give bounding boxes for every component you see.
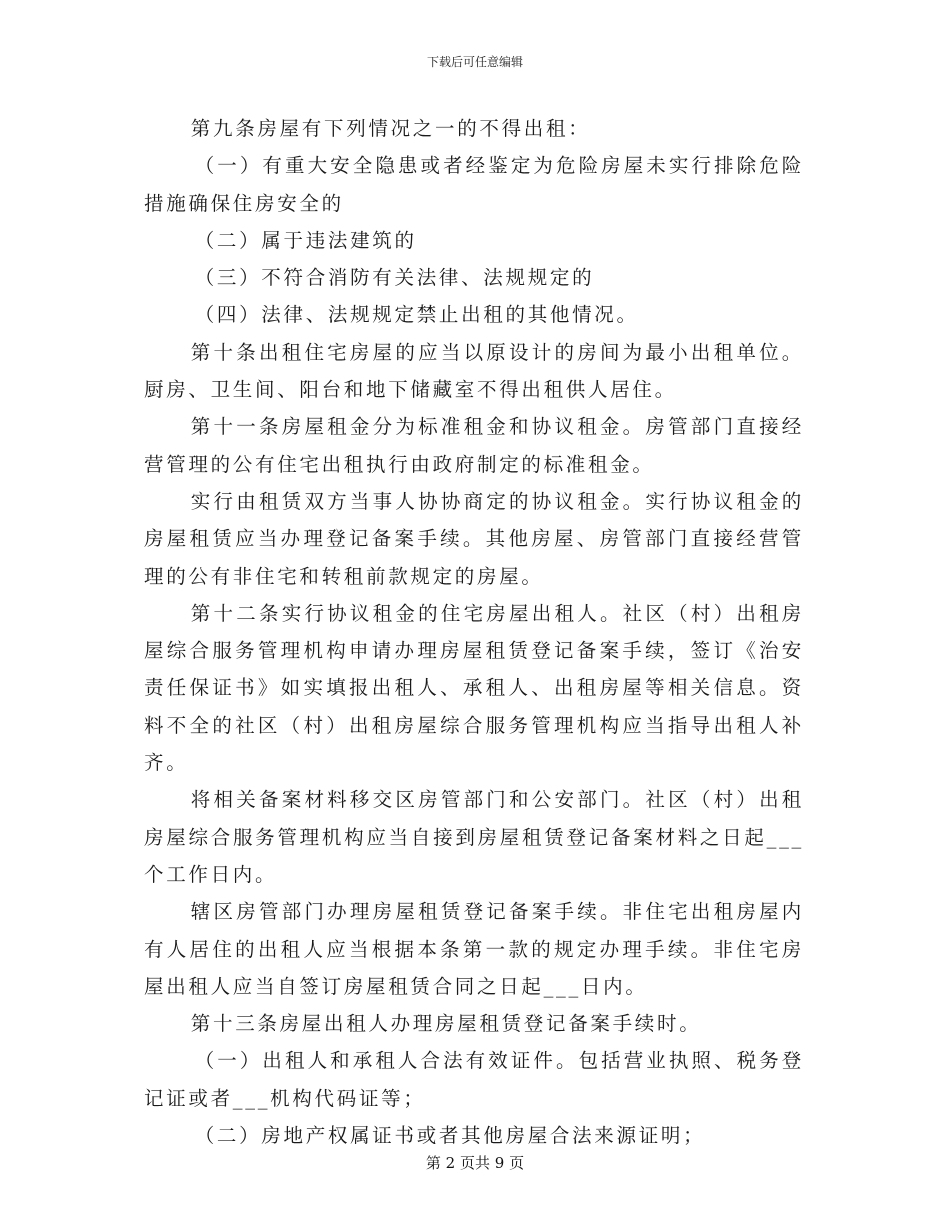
paragraph-article-13: 第十三条房屋出租人办理房屋租赁登记备案手续时。 xyxy=(190,1012,702,1036)
paragraph-item-2: （二）属于违法建筑的 xyxy=(194,228,417,252)
paragraph-article-9: 第九条房屋有下列情况之一的不得出租： xyxy=(190,117,591,140)
paragraph-item-3: （三）不符合消防有关法律、法规规定的 xyxy=(194,266,595,290)
paragraph-agreement-rent: 实行由租赁双方当事人协协商定的协议租金。实行协议租金的房屋租赁应当办理登记备案手续。其他房屋、房管部门直接经营管理的公有非住宅和转租前款规定的房屋。 xyxy=(144,489,804,588)
page-number: 第 2 页共 9 页 xyxy=(425,1154,525,1172)
paragraph-article-12: 第十二条实行协议租金的住宅房屋出租人。社区（村）出租房屋综合服务管理机构申请办理房屋租赁登记备案手续，签订《治安责任保证书》如实填报出租人、承租人、出租房屋等相关信息。资料不全的社区（村）出租房屋综合服务管理机构应当指导出租人补齐。 xyxy=(144,601,804,775)
paragraph-item-4: （四）法律、法规规定禁止出租的其他情况。 xyxy=(194,303,639,327)
paragraph-article-10: 第十条出租住宅房屋的应当以原设计的房间为最小出租单位。厨房、卫生间、阳台和地下储藏室不得出租供人居住。 xyxy=(144,340,804,402)
document-body xyxy=(144,110,804,1154)
paragraph-item-1: （一）有重大安全隐患或者经鉴定为危险房屋未实行排除危险措施确保住房安全的 xyxy=(144,154,804,215)
paragraph-article-11: 第十一条房屋租金分为标准租金和协议租金。房管部门直接经营管理的公有住宅出租执行由政府制定的标准租金。 xyxy=(144,415,804,476)
paragraph-district-registration: 辖区房管部门办理房屋租赁登记备案手续。非住宅出租房屋内有人居住的出租人应当根据本条第一款的规定办理手续。非住宅房屋出租人应当自签订房屋租赁合同之日起___日内。 xyxy=(144,900,804,998)
paragraph-item-13-1: （一）出租人和承租人合法有效证件。包括营业执照、税务登记证或者___机构代码证等； xyxy=(144,1049,804,1110)
paragraph-transfer-materials: 将相关备案材料移交区房管部门和公安部门。社区（村）出租房屋综合服务管理机构应当自接到房屋租赁登记备案材料之日起___个工作日内。 xyxy=(144,788,804,886)
page-header: 下载后可任意编辑 xyxy=(426,55,523,69)
paragraph-item-13-2: （二）房地产权属证书或者其他房屋合法来源证明； xyxy=(194,1124,706,1148)
